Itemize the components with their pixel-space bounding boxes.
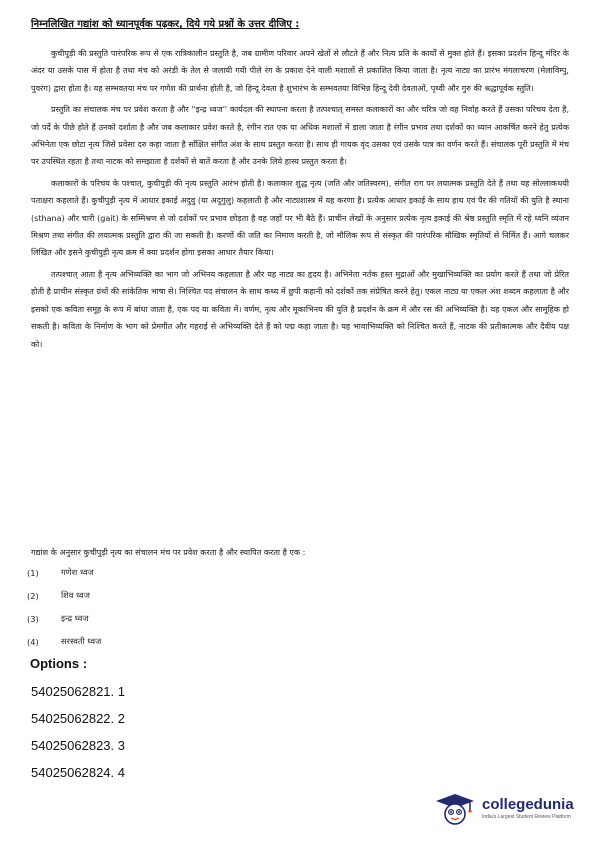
question-text: गद्यांश के अनुसार कुचीपुड़ी नृत्य का संचालन मंच पर प्रवेश करता है और स्थापित करता है एक : [31,548,306,557]
choice-number: (4) [27,636,39,647]
logo-tagline: India's Largest Student Review Platform [482,814,571,820]
choice-label: शिव ध्वज [61,590,90,600]
choice-number: (2) [27,590,39,601]
logo-name: collegedunia [482,796,574,813]
choice-label: इन्द्र ध्वज [61,613,89,623]
passage-paragraph: कुचीपुड़ी की प्रस्तुति पारंपरिक रूप से एक रात्रिकालीन प्रस्तुति है, जब ग्रामीण परिवार अपने खेतों से लौटते हैं और नित्य प्रति के कार्यों से मुक्त होते हैं। इसका प्रदर्शन हिन्दू मंदिर के अंदर या उसके पास में होता है तथा मंच को अरंडी के तेल से जलायी गयी पीले रंग के प्रकाश देने वाली मशालों से प्रकाशित किया जाता है। नृत्य नाट्य का प्रारंभ मंगलाचरण (मेलाविम्पु, पुवरंग) द्वारा होता है। यह सम्भवतया मंच पर गणेश की प्रार्थना होती है, जो हिन्दू देवता है शुभारंभ के सम्भवतया विभिन्न हिन्दू देवी देवताओं, पृथ्वी और गुरु की श्रद्धापूर्वक स्तुति। [31,49,569,93]
answer-choices [27,561,327,653]
choice-item[interactable] [27,607,327,630]
passage-paragraph: तत्पश्चात् आता है नृत्य अभिव्यक्ति का भाग जो अभिनय कहलाता है और यह नाट्य का हृदय है। अभिनेता नर्तक हस्त मुद्राओं और मुखाभिव्यक्ति का प्रयोग करते हैं तथा जो प्रेरित होती है प्राचीन संस्कृत ग्रंथों की सांकेतिक भाषा से। निश्चित पद संचालन के साथ कथ्य में छुपी कहानी को दर्शकों तक संप्रेषित करने हेतु। एकल नाट्य या एकल अंश शब्दम कहलाता है और इसको एक कविता समूह के रूप में बांधा जाता है, एक पद या कविता में। वर्णम, नृत्य और मूकाभिनय की युति है प्रदर्शन के क्रम में और रस की अभिव्यक्ति है। यह एकल और सामूहिक हो सकती है। कविता के निर्माण के भाग को प्रेमगीत और गहराई से अभिव्यक्ति देते हैं को पद्म कहा जाता है। यह भावाभिव्यक्ति को निश्चित करते हैं, नाटक की प्रतीकात्मक और दैवीय पक्ष को। [31,269,569,349]
options-list [31,681,125,789]
choice-number: (3) [27,613,39,624]
comprehension-passage [31,45,569,357]
choice-number: (1) [27,567,39,578]
option-item[interactable]: 54025062822. 2 [31,711,125,726]
option-item[interactable]: 54025062823. 3 [31,738,125,753]
passage-paragraph: प्रस्तुति का संचालक मंच पर प्रवेश करता है और ''इन्द्र ध्वज'' कार्यदल की स्थापना करता है तत्पश्चात् समस्त कलाकारों का और चरित्र जो वह निर्वाह करते हैं उसका परिचय देता है, जो पर्दे के पीछे होते हैं उनको दर्शाता है और जब कलाकार प्रवेश करते है, रंगीन रात एक या अधिक मशालों में डाला जाता है रंगीन प्रभाव तथा दर्शकों का ध्यान आकर्षित करने हेतु प्रत्येक अभिनेता एक छोटा नृत्य जिसे प्रवेसा दरु कहा जाता है साँक्षित संगीत अंश के साथ प्रस्तुत करता है। साथ ही गायक वृंद उसका एवं उसके पात्र का वर्णन करते हैं। संचालक पूरी प्रस्तुति में मंच पर उपस्थित रहता है तथा नाटक को समझाता है दर्शकों से बातें करता है और उनके लिये हास्य प्रस्तुत करता है। [31,105,569,167]
passage-paragraph: कलाकारों के परिचय के पश्चात्, कुचीपुड़ी की नृत्य प्रस्तुति आरंभ होती है। कलाकार शुद्ध नृत्य (जति और जतिस्वरम), संगीत राग पर लयात्मक प्रस्तुति देते हैं तथा यह सोल्लाकथयी पताक्षरा कहलाते हैं। कुचीपुड़ी नृत्य में आधार इकाई अदुवु (या अदुगुलु) कहलाती है और नाट्यशास्त्र में यह करणा है। प्रत्येक आधार इकाई के साथ हाथ एवं पैर की गतियों की युति है स्थाना (sthana) और चारी (gait) के सम्मिश्रण से जो दर्शकों पर प्रभाव छोड़ता है वह जहाँ पर भी बैठे हैं। प्राचीन लेखों के अनुसार प्रत्येक नृत्य इकाई की श्रेष्ठ प्रस्तुति स्मृति में रहे ध्वनि व्यंजन मिश्रण तथा संगीत की लयात्मक प्रस्तुति द्वारा की जा सकती है। करणों की जति का निमाण करती है, जो मौलिक रूप से संस्कृत की पारंपरिक मौखिक स्मृतियों से निर्मित हैं। आगे चलकर लिखित और इसने कुचीपुड़ी नृत्य क्रम में क्या प्रदर्शन होगा इसका आधार तैयार किया। [31,178,569,258]
instructions-heading: निम्नलिखित गद्यांश को ध्यानपूर्वक पढ़कर, दिये गये प्रश्नों के उत्तर दीजिए : [31,19,300,30]
graduate-mascot-icon [434,792,476,826]
option-item[interactable]: 54025062824. 4 [31,765,125,780]
collegedunia-logo [434,789,594,829]
option-item[interactable]: 54025062821. 1 [31,684,125,699]
choice-label: सरस्वती ध्वज [61,636,102,646]
choice-item[interactable] [27,561,327,584]
options-heading: Options : [30,656,88,671]
choice-item[interactable] [27,630,327,653]
choice-label: गणेश ध्वज [61,567,94,577]
choice-item[interactable] [27,584,327,607]
